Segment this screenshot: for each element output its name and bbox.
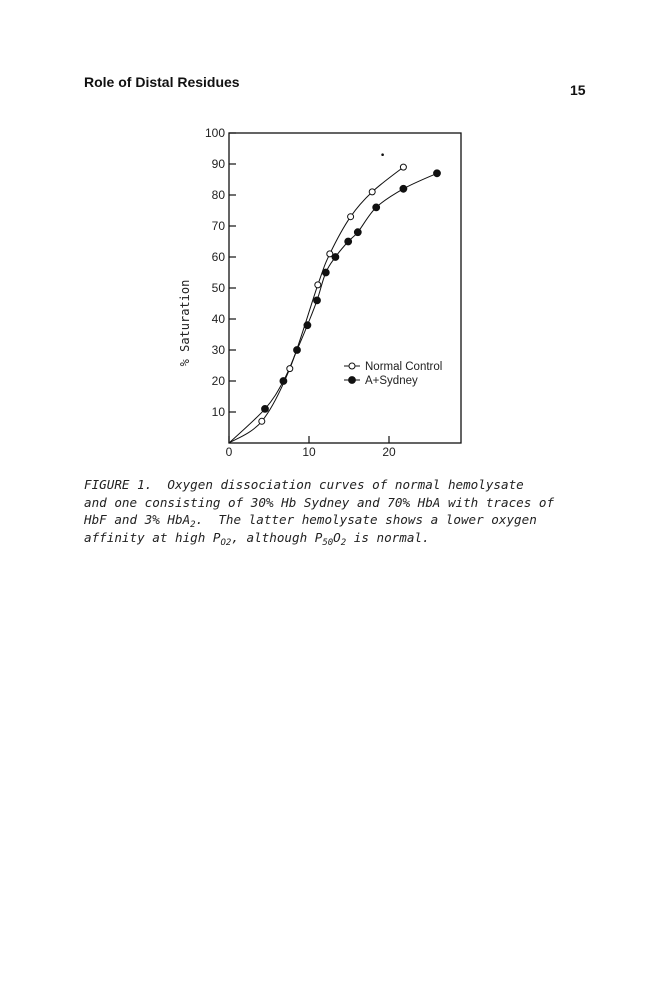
y-tick-label: 30	[211, 343, 225, 357]
caption-line-2: and one consisting of 30% Hb Sydney and 70% HbA with traces of	[84, 494, 555, 510]
y-tick-label: 10	[211, 405, 225, 419]
sydney-point	[280, 378, 287, 385]
caption-line-4	[84, 529, 604, 547]
y-tick-label: 70	[211, 219, 225, 233]
x-tick-label: 10	[302, 445, 316, 459]
normal-control-point	[315, 282, 321, 288]
sydney-point	[434, 170, 441, 177]
sydney-point	[322, 269, 329, 276]
caption-text: HbF and 3% HbA	[84, 512, 191, 527]
y-tick-label: 50	[211, 281, 225, 295]
caption-line-3	[84, 511, 604, 529]
caption-subscript: 50	[322, 537, 334, 548]
y-tick-label: 20	[211, 374, 225, 388]
caption-subscript: 2	[190, 520, 196, 530]
oxygen-dissociation-chart	[150, 115, 480, 470]
series-curve-2	[229, 173, 437, 443]
chart-curves	[229, 167, 437, 443]
y-tick-label: 100	[204, 126, 225, 140]
plot-frame	[229, 133, 461, 443]
caption-line-1: FIGURE 1. Oxygen dissociation curves of normal hemolysate	[84, 477, 524, 492]
caption-text: . The latter hemolysate shows a lower oxygen	[195, 512, 537, 527]
legend-label: Normal Control	[365, 361, 443, 373]
sydney-point	[294, 347, 301, 354]
y-tick-label: 80	[211, 188, 225, 202]
caption-text: affinity at high P	[84, 529, 221, 545]
normal-control-point	[287, 366, 293, 372]
sydney-point	[400, 185, 407, 192]
x-tick-label: 20	[382, 445, 396, 459]
caption-text: O	[333, 529, 341, 545]
figure-caption	[84, 476, 604, 546]
sydney-point	[345, 238, 352, 245]
caption-text: , although P	[231, 529, 323, 545]
x-tick-label: 0	[225, 445, 233, 459]
legend-filled-circle-icon	[349, 377, 356, 384]
normal-control-point	[348, 214, 354, 220]
sydney-point	[332, 254, 339, 261]
y-axis-label: % Saturation	[178, 279, 192, 367]
normal-control-point	[369, 189, 375, 195]
caption-subscript: 2	[340, 537, 347, 548]
sydney-point	[354, 229, 361, 236]
y-tick-label: 40	[211, 312, 225, 326]
normal-control-point	[400, 164, 406, 170]
page-number: 15	[570, 82, 586, 98]
sydney-point	[262, 406, 269, 413]
sydney-point	[314, 297, 321, 304]
caption-text: is normal.	[346, 529, 430, 545]
y-tick-label: 60	[211, 250, 225, 264]
sydney-point	[373, 204, 380, 211]
y-tick-label: 90	[211, 157, 225, 171]
legend-open-circle-icon	[349, 363, 355, 369]
stray-dot	[381, 153, 384, 156]
chart-legend	[344, 361, 442, 387]
legend-label: A+Sydney	[365, 375, 418, 387]
normal-control-point	[259, 418, 265, 424]
running-head: Role of Distal Residues	[84, 74, 240, 90]
caption-subscript: O2	[220, 537, 232, 548]
sydney-point	[304, 322, 311, 329]
